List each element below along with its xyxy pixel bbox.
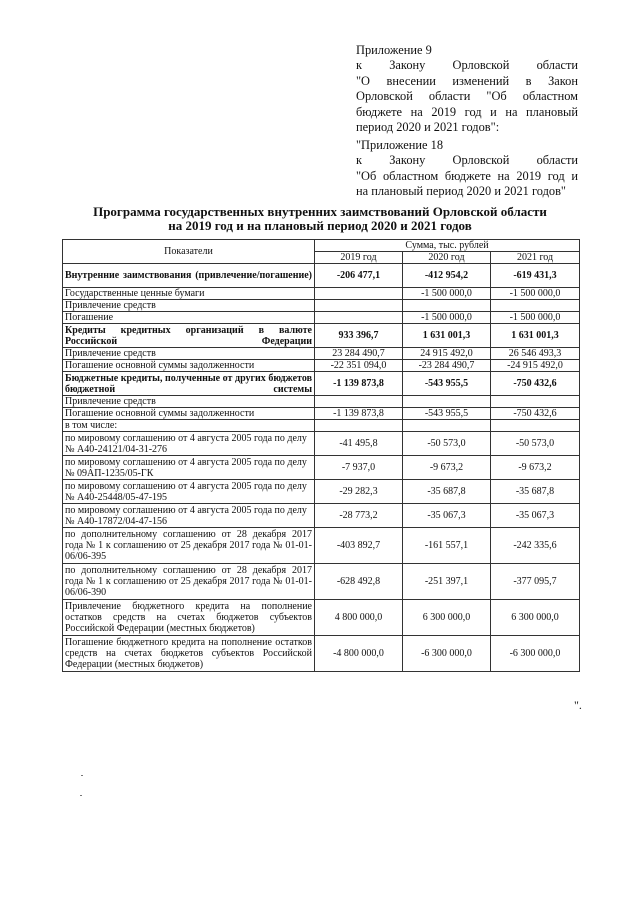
table-row bbox=[63, 456, 580, 480]
value-2021 bbox=[491, 420, 580, 432]
value-2020: -6 300 000,0 bbox=[403, 636, 491, 672]
table-row bbox=[63, 564, 580, 600]
header-line: период 2020 и 2021 годов": bbox=[356, 120, 500, 135]
header-line: "Приложение 18 bbox=[356, 138, 444, 152]
value-2020: -1 500 000,0 bbox=[403, 288, 491, 300]
value-2021: -377 095,7 bbox=[491, 564, 580, 600]
row-label: Погашение основной суммы задолженности bbox=[63, 408, 315, 420]
value-2021: 1 631 001,3 bbox=[491, 324, 580, 348]
header-line: "Об областном бюджете на 2019 год и bbox=[356, 168, 578, 183]
col-header-2020: 2020 год bbox=[403, 252, 491, 264]
value-2019 bbox=[315, 288, 403, 300]
value-2020: 24 915 492,0 bbox=[403, 348, 491, 360]
row-label: Кредиты кредитных организаций в валюте Российской Федерации bbox=[63, 324, 315, 348]
value-2021 bbox=[491, 300, 580, 312]
table-row bbox=[63, 408, 580, 420]
value-2019: 4 800 000,0 bbox=[315, 600, 403, 636]
appendix-18-header bbox=[356, 138, 578, 200]
value-2020: -1 500 000,0 bbox=[403, 312, 491, 324]
value-2019: -41 495,8 bbox=[315, 432, 403, 456]
value-2019: -29 282,3 bbox=[315, 480, 403, 504]
table-row bbox=[63, 600, 580, 636]
value-2020: -412 954,2 bbox=[403, 264, 491, 288]
col-header-2019: 2019 год bbox=[315, 252, 403, 264]
table-row bbox=[63, 312, 580, 324]
header-line: к Закону Орловской области bbox=[356, 58, 578, 73]
row-label: Бюджетные кредиты, полученные от других бюджетов бюджетной системы bbox=[63, 372, 315, 396]
scan-speck bbox=[81, 775, 83, 776]
borrowing-program-table bbox=[62, 239, 580, 672]
value-2019: -206 477,1 bbox=[315, 264, 403, 288]
value-2019: -628 492,8 bbox=[315, 564, 403, 600]
value-2021: 6 300 000,0 bbox=[491, 600, 580, 636]
closing-quote: ". bbox=[574, 698, 582, 712]
table-row bbox=[63, 324, 580, 348]
value-2020: -543 955,5 bbox=[403, 372, 491, 396]
row-label: Внутренние заимствования (привлечение/погашение) bbox=[63, 264, 315, 288]
appendix-9-header bbox=[356, 43, 578, 135]
header-line: к Закону Орловской области bbox=[356, 153, 578, 168]
value-2019 bbox=[315, 396, 403, 408]
row-label: по мировому соглашению от 4 августа 2005 года по делу № А40-17872/04-47-156 bbox=[63, 504, 315, 528]
title-line-1: Программа государственных внутренних заимствований Орловской области bbox=[93, 204, 547, 219]
table-row bbox=[63, 504, 580, 528]
value-2020: -35 687,8 bbox=[403, 480, 491, 504]
row-label: по дополнительному соглашению от 28 декабря 2017 года № 1 к соглашению от 25 декабря 2017 года № 01-01-06/06-390 bbox=[63, 564, 315, 600]
value-2020: -161 557,1 bbox=[403, 528, 491, 564]
value-2019 bbox=[315, 300, 403, 312]
value-2020: -23 284 490,7 bbox=[403, 360, 491, 372]
table-row bbox=[63, 396, 580, 408]
row-label: Погашение основной суммы задолженности bbox=[63, 360, 315, 372]
row-label: в том числе: bbox=[63, 420, 315, 432]
header-line: на плановый период 2020 и 2021 годов" bbox=[356, 184, 566, 199]
page-title bbox=[60, 205, 580, 233]
value-2021: -35 687,8 bbox=[491, 480, 580, 504]
row-label: Привлечение средств bbox=[63, 348, 315, 360]
value-2019: -403 892,7 bbox=[315, 528, 403, 564]
value-2020: 6 300 000,0 bbox=[403, 600, 491, 636]
row-label: по мировому соглашению от 4 августа 2005 года по делу № 09АП-1235/05-ГК bbox=[63, 456, 315, 480]
header-line: Орловской области "Об областном bbox=[356, 89, 578, 104]
value-2020: 1 631 001,3 bbox=[403, 324, 491, 348]
table-header-row bbox=[63, 240, 580, 252]
table-row bbox=[63, 360, 580, 372]
value-2019: -7 937,0 bbox=[315, 456, 403, 480]
value-2020: -251 397,1 bbox=[403, 564, 491, 600]
value-2020 bbox=[403, 300, 491, 312]
value-2021: -50 573,0 bbox=[491, 432, 580, 456]
value-2019: 933 396,7 bbox=[315, 324, 403, 348]
value-2019: -22 351 094,0 bbox=[315, 360, 403, 372]
row-label: по мировому соглашению от 4 августа 2005 года по делу № А40-24121/04-31-276 bbox=[63, 432, 315, 456]
header-line: Приложение 9 bbox=[356, 43, 432, 57]
row-label: Погашение бюджетного кредита на пополнение остатков средств на счетах бюджетов субъектов Российской Федерации (местных бюджетов) bbox=[63, 636, 315, 672]
col-header-sum: Сумма, тыс. рублей bbox=[315, 240, 580, 252]
row-label: по мировому соглашению от 4 августа 2005 года по делу № А40-25448/05-47-195 bbox=[63, 480, 315, 504]
value-2020: -50 573,0 bbox=[403, 432, 491, 456]
value-2019: -1 139 873,8 bbox=[315, 372, 403, 396]
value-2021: -619 431,3 bbox=[491, 264, 580, 288]
table-row bbox=[63, 432, 580, 456]
row-label: по дополнительному соглашению от 28 декабря 2017 года № 1 к соглашению от 25 декабря 2017 года № 01-01-06/06-395 bbox=[63, 528, 315, 564]
value-2020: -543 955,5 bbox=[403, 408, 491, 420]
table-row bbox=[63, 264, 580, 288]
value-2019: -28 773,2 bbox=[315, 504, 403, 528]
value-2019 bbox=[315, 420, 403, 432]
value-2021: -24 915 492,0 bbox=[491, 360, 580, 372]
row-label: Привлечение средств bbox=[63, 396, 315, 408]
value-2020 bbox=[403, 396, 491, 408]
value-2021: -9 673,2 bbox=[491, 456, 580, 480]
table-row bbox=[63, 300, 580, 312]
value-2021: -750 432,6 bbox=[491, 408, 580, 420]
scan-speck bbox=[80, 795, 82, 796]
value-2019: -4 800 000,0 bbox=[315, 636, 403, 672]
table-row bbox=[63, 636, 580, 672]
value-2020: -9 673,2 bbox=[403, 456, 491, 480]
row-label: Государственные ценные бумаги bbox=[63, 288, 315, 300]
table-row bbox=[63, 372, 580, 396]
title-line-2: на 2019 год и на плановый период 2020 и 2021 годов bbox=[168, 218, 472, 233]
table-row bbox=[63, 420, 580, 432]
value-2019 bbox=[315, 312, 403, 324]
value-2020 bbox=[403, 420, 491, 432]
value-2021: -1 500 000,0 bbox=[491, 312, 580, 324]
value-2021: 26 546 493,3 bbox=[491, 348, 580, 360]
value-2021: -1 500 000,0 bbox=[491, 288, 580, 300]
col-header-indicators: Показатели bbox=[63, 240, 315, 264]
value-2021: -35 067,3 bbox=[491, 504, 580, 528]
value-2021: -242 335,6 bbox=[491, 528, 580, 564]
value-2021: -6 300 000,0 bbox=[491, 636, 580, 672]
value-2020: -35 067,3 bbox=[403, 504, 491, 528]
row-label: Привлечение бюджетного кредита на пополнение остатков средств на счетах бюджетов субъектов Российской Федерации (местных бюджетов) bbox=[63, 600, 315, 636]
table-row bbox=[63, 480, 580, 504]
header-line: "О внесении изменений в Закон bbox=[356, 73, 578, 88]
table-row bbox=[63, 288, 580, 300]
col-header-2021: 2021 год bbox=[491, 252, 580, 264]
row-label: Погашение bbox=[63, 312, 315, 324]
row-label: Привлечение средств bbox=[63, 300, 315, 312]
value-2019: -1 139 873,8 bbox=[315, 408, 403, 420]
value-2021: -750 432,6 bbox=[491, 372, 580, 396]
value-2021 bbox=[491, 396, 580, 408]
table-row bbox=[63, 528, 580, 564]
table-row bbox=[63, 348, 580, 360]
value-2019: 23 284 490,7 bbox=[315, 348, 403, 360]
header-line: бюджете на 2019 год и на плановый bbox=[356, 104, 578, 119]
